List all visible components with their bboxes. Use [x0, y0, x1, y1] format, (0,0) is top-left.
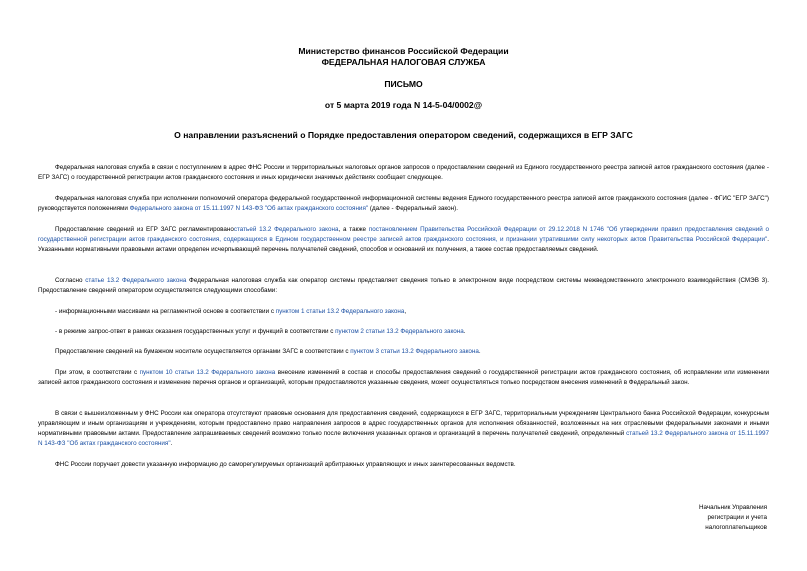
paragraph-7-text-a: В связи с вышеизложенным у ФНС России как оператора отсутствуют правовые основания для предоставления сведений, содержащихся в ЕГР ЗАГС, территориальным учреждениям Центрального банка Российской Федерации, конкурсным управляющим и иным организациям и учреждениям, которым предоставлено право направления запросов в адрес государственных органов для исполнения обязанностей, возложенных на них отраслевыми федеральными законами и иными нормативными правовыми актами. Предоставление запрашиваемых сведений возможно только после включения указанных органов и организаций в перечень получателей сведений, определенный	[38, 410, 769, 437]
paragraph-2	[38, 194, 769, 214]
document-subject: О направлении разъяснений о Порядке предоставления оператором сведений, содержащихся в ЕГР ЗАГС	[174, 130, 633, 140]
resolution-1746-link[interactable]: постановлением Правительства Российской Федерации от 29.12.2018 N 1746 "Об утверждении правил предоставления сведений о государственной регистрации актов гражданского состояния, содержащихся в Едином государственном реестре записей актов гражданского состояния, и признании утратившими силу некоторых актов Правительства Российской Федерации"	[38, 226, 770, 243]
paragraph-7-text-b: .	[170, 440, 173, 447]
paragraph-3-text-b: , а также	[338, 226, 369, 233]
point-1-article-13-2-link[interactable]: пунктом 1 статьи 13.2 Федерального закона	[275, 308, 405, 315]
service-name: ФЕДЕРАЛЬНАЯ НАЛОГОВАЯ СЛУЖБА	[321, 57, 486, 67]
bullet-1	[38, 307, 769, 317]
point-10-article-13-2-link[interactable]: пунктом 10 статьи 13.2 Федерального закона	[139, 369, 276, 376]
paragraph-3-text-c: . Указанными нормативными правовыми актами определен исчерпывающий перечень получателей сведений, способов и оснований их получения, а также состав предоставляемых сведений.	[38, 236, 769, 253]
paragraph-8-text: ФНС России поручает довести указанную информацию до саморегулируемых организаций арбитражных управляющих и иных заинтересованных ведомств.	[55, 461, 516, 468]
paragraph-6-text-a: При этом, в соответствии с	[55, 369, 140, 376]
article-13-2-link[interactable]: статьей 13.2 Федерального закона	[233, 226, 339, 233]
paragraph-4-text-b: Федеральная налоговая служба как оператор системы представляет сведения только в электронном виде посредством системы межведомственного электронного взаимодействия (СМЭВ 3). Предоставление сведений оператором осуществляется следующими способами:	[38, 277, 769, 294]
signature-line-1: Начальник Управления	[698, 504, 767, 511]
paragraph-8	[38, 460, 769, 470]
bullet-2-text-b: .	[463, 328, 466, 335]
bullet-1-text-a: - информационными массивами на регламентной основе в соответствии с	[55, 308, 276, 315]
paragraph-7	[38, 409, 769, 449]
document-type: ПИСЬМО	[384, 79, 423, 89]
paragraph-4	[38, 276, 769, 296]
paragraph-4-text-a: Согласно	[55, 277, 86, 284]
signature-block	[699, 503, 767, 533]
paragraph-6	[38, 368, 769, 388]
bullet-2-text-a: - в режиме запрос-ответ в рамках оказания государственных услуг и функций в соответствии с	[55, 328, 336, 335]
ministry-name: Министерство финансов Российской Федерации	[298, 46, 509, 56]
paragraph-1	[38, 163, 769, 183]
paragraph-2-text-a: Федеральная налоговая служба при исполнении полномочий оператора федеральной государственной информационной системы ведения Единого государственного реестра записей актов гражданского состояния (далее - ФГИС "ЕГР ЗАГС") руководствуется положениями	[38, 195, 769, 212]
article-13-2-law-143fz-link[interactable]: статьей 13.2 Федерального закона от 15.11.1997 N 143-ФЗ "Об актах гражданского состояния"	[38, 430, 769, 447]
paragraph-1-text: Федеральная налоговая служба в связи с поступлением в адрес ФНС России и территориальных налоговых органов запросов о предоставлении сведений из Единого государственного реестра записей актов гражданского состояния (далее - ЕГР ЗАГС) о государственной регистрации актов гражданского состояния и иных юридически значимых действиях сообщает следующее.	[38, 164, 769, 181]
paragraph-3	[38, 225, 769, 255]
law-143fz-link[interactable]: Федерального закона от 15.11.1997 N 143-ФЗ "Об актах гражданского состояния"	[129, 205, 369, 212]
paragraph-5	[38, 347, 769, 357]
paragraph-3-text-a: Предоставление сведений из ЕГР ЗАГС регламентировано	[55, 226, 234, 233]
point-3-article-13-2-link[interactable]: пунктом 3 статьи 13.2 Федерального закона	[350, 348, 479, 355]
paragraph-2-text-b: (далее - Федеральный закон).	[368, 205, 459, 212]
point-2-article-13-2-link[interactable]: пунктом 2 статьи 13.2 Федерального закона	[335, 328, 464, 335]
signature-line-3: налогоплательщиков	[705, 524, 767, 531]
article-13-2-link[interactable]: статье 13.2 Федерального закона	[85, 277, 187, 284]
paragraph-5-text-b: .	[478, 348, 481, 355]
paragraph-6-text-b: внесение изменений в состав и способы предоставления сведений о государственной регистрации актов гражданского состояния, об исправлении или изменении записей актов гражданского состояния и изменение перечня органов и организаций, которым предоставляются указанные сведения, может осуществляться только посредством внесения изменений в Федеральный закон.	[38, 369, 769, 386]
bullet-2	[38, 327, 769, 337]
signature-line-2: регистрации и учета	[707, 514, 767, 521]
bullet-1-text-b: ,	[404, 308, 407, 315]
document-date-number: от 5 марта 2019 года N 14-5-04/0002@	[324, 100, 483, 110]
paragraph-5-text-a: Предоставление сведений на бумажном носителе осуществляется органами ЗАГС в соответствии с	[55, 348, 351, 355]
